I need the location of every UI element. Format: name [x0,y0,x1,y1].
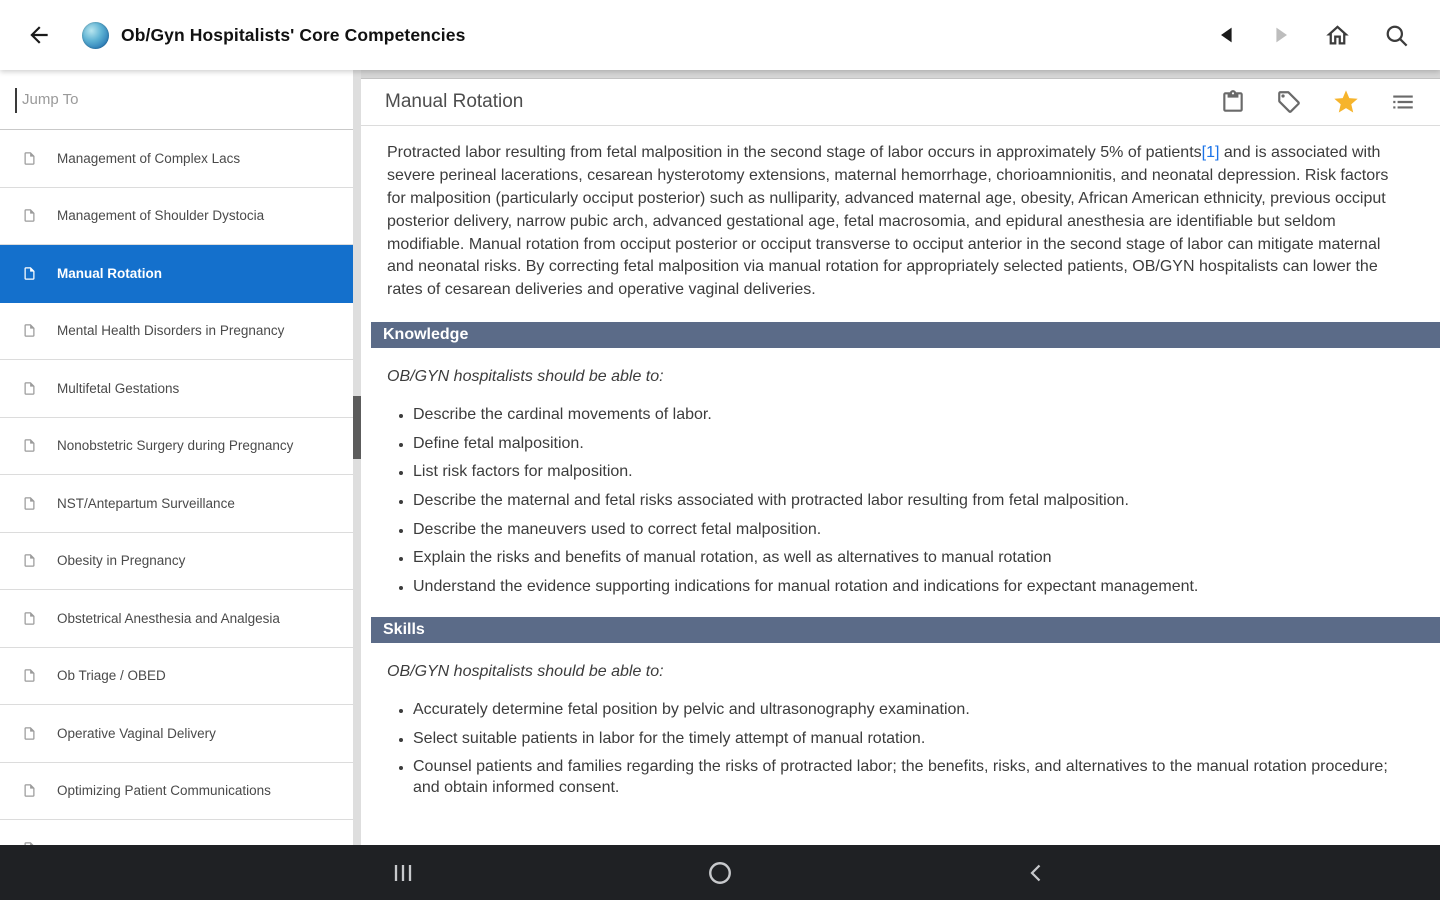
document-icon [22,553,37,568]
sidebar-item-label: Optimizing Patient Communications [57,783,271,799]
document-icon [22,496,37,511]
history-next-icon[interactable] [1270,24,1292,46]
bullet-item: • Define fetal malposition. [413,433,1410,454]
document-icon [22,668,37,683]
bullet-item: • List risk factors for malposition. [413,461,1410,482]
knowledge-bullet-list [387,404,1410,597]
home-icon[interactable] [1324,22,1351,49]
sidebar-scrollbar-thumb[interactable] [353,396,361,459]
notes-icon[interactable] [1220,89,1246,115]
sidebar-item[interactable] [0,360,360,418]
sidebar-item[interactable] [0,763,360,821]
sidebar-item[interactable] [0,705,360,763]
sidebar-item-label: Management of Shoulder Dystocia [57,208,265,224]
document-icon [22,438,37,453]
sidebar-item[interactable] [0,475,360,533]
knowledge-lead: OB/GYN hospitalists should be able to: [387,368,664,386]
bullet-item: • Understand the evidence supporting indications for manual rotation and indications for expectant management. [413,576,1410,597]
jump-to-input[interactable] [0,70,360,129]
document-icon [22,151,37,166]
back-button-icon[interactable] [1025,861,1049,885]
content-panel [361,70,1440,845]
intro-text-before: Protracted labor resulting from fetal malposition in the second stage of labor occurs in approximately 5% of patients [387,144,1202,161]
recent-apps-icon[interactable] [391,861,415,885]
document-icon [22,266,37,281]
sidebar-item[interactable] [0,648,360,706]
sidebar-item-label: Mental Health Disorders in Pregnancy [57,323,285,339]
sidebar-item[interactable] [0,418,360,476]
intro-text-after: and is associated with severe perineal lacerations, cesarean hysterotomy extensions, maternal hemorrhage, chorioamnionitis, and neonatal depression. Risk factors for malposition (particularly occiput posterior) such as nulliparity, advanced maternal age, obesity, African American ethnicity, previous occiput posterior delivery, narrow pubic arch, advanced gestational age, fetal macrosomia, and epidural anesthesia are identifiable but seldom modifiable. Manual rotation from occiput posterior or occiput transverse to occiput anterior in the second stage of labor can mitigate maternal and neonatal risks. By correcting fetal malposition via manual rotation for appropriately selected patients, OB/GYN hospitalists can lower the rates of cesarean deliveries and operative vaginal deliveries. [387,144,1389,299]
document-icon [22,783,37,798]
sidebar-item-label: Manual Rotation [57,265,162,281]
sidebar-item-label: Multifetal Gestations [57,380,180,396]
sidebar-item-label: Management of Complex Lacs [57,150,241,166]
bullet-item: • Accurately determine fetal position by pelvic and ultrasonography examination. [413,699,1410,720]
document-icon [22,208,37,223]
citation-link[interactable]: [1] [1201,144,1220,161]
skills-lead: OB/GYN hospitalists should be able to: [387,662,664,680]
outline-icon[interactable] [1390,89,1416,115]
sidebar-item-label: Obstetrical Anesthesia and Analgesia [57,610,280,626]
content-scroll-track [361,70,1440,79]
content-body [361,126,1440,845]
sidebar-item-label: Operative Vaginal Delivery [57,725,216,741]
page-title: Manual Rotation [385,91,524,112]
tag-icon[interactable] [1276,89,1302,115]
knowledge-section [383,322,1410,597]
document-icon [22,323,37,338]
sidebar-list [0,130,360,845]
sidebar-item[interactable] [0,188,360,246]
bullet-item: • Describe the maneuvers used to correct fetal malposition. [413,519,1410,540]
sidebar-item-label: Obesity in Pregnancy [57,553,186,569]
search-icon[interactable] [1383,22,1410,49]
back-arrow-icon[interactable] [26,22,52,48]
main-area [0,70,1440,845]
skills-section-header: Skills [371,617,1440,643]
knowledge-section-header: Knowledge [371,322,1440,348]
jump-to-field[interactable] [0,70,360,130]
app-bar-actions [1216,22,1410,49]
sidebar-item-label: Nonobstetric Surgery during Pregnancy [57,438,294,454]
sidebar-item[interactable] [0,245,360,303]
document-icon [22,611,37,626]
bullet-item: • Explain the risks and benefits of manual rotation, as well as alternatives to manual rotation [413,547,1410,568]
skills-section [383,617,1410,798]
app-logo-icon [82,22,109,49]
sidebar-item-label: NST/Antepartum Surveillance [57,495,235,511]
bullet-item: • Counsel patients and families regarding the risks of protracted labor; the benefits, risks, and alternatives to the manual rotation procedure; and obtain informed consent. [413,756,1410,798]
bullet-item: • Select suitable patients in labor for the timely attempt of manual rotation. [413,728,1410,749]
bullet-item: • Describe the maternal and fetal risks associated with protracted labor resulting from fetal malposition. [413,490,1410,511]
history-previous-icon[interactable] [1216,24,1238,46]
text-cursor [15,88,17,113]
sidebar-item[interactable] [0,130,360,188]
favorite-star-icon[interactable] [1332,88,1360,116]
sidebar-item-label: Ob Triage / OBED [57,668,166,684]
content-header [361,79,1440,126]
sidebar-item[interactable] [0,533,360,591]
app-title: Ob/Gyn Hospitalists' Core Competencies [121,24,466,45]
home-button-icon[interactable] [707,860,733,886]
intro-paragraph [387,142,1410,302]
sidebar-scrollbar-track[interactable] [353,70,361,845]
document-icon [22,726,37,741]
skills-bullet-list [387,699,1410,798]
content-actions [1220,88,1416,116]
bullet-item: • Describe the cardinal movements of labor. [413,404,1410,425]
document-icon [22,381,37,396]
android-nav-bar [0,845,1440,900]
app-bar [0,0,1440,70]
sidebar-item[interactable] [0,303,360,361]
sidebar-item[interactable] [0,590,360,648]
sidebar [0,70,361,845]
sidebar-item[interactable] [0,820,360,845]
